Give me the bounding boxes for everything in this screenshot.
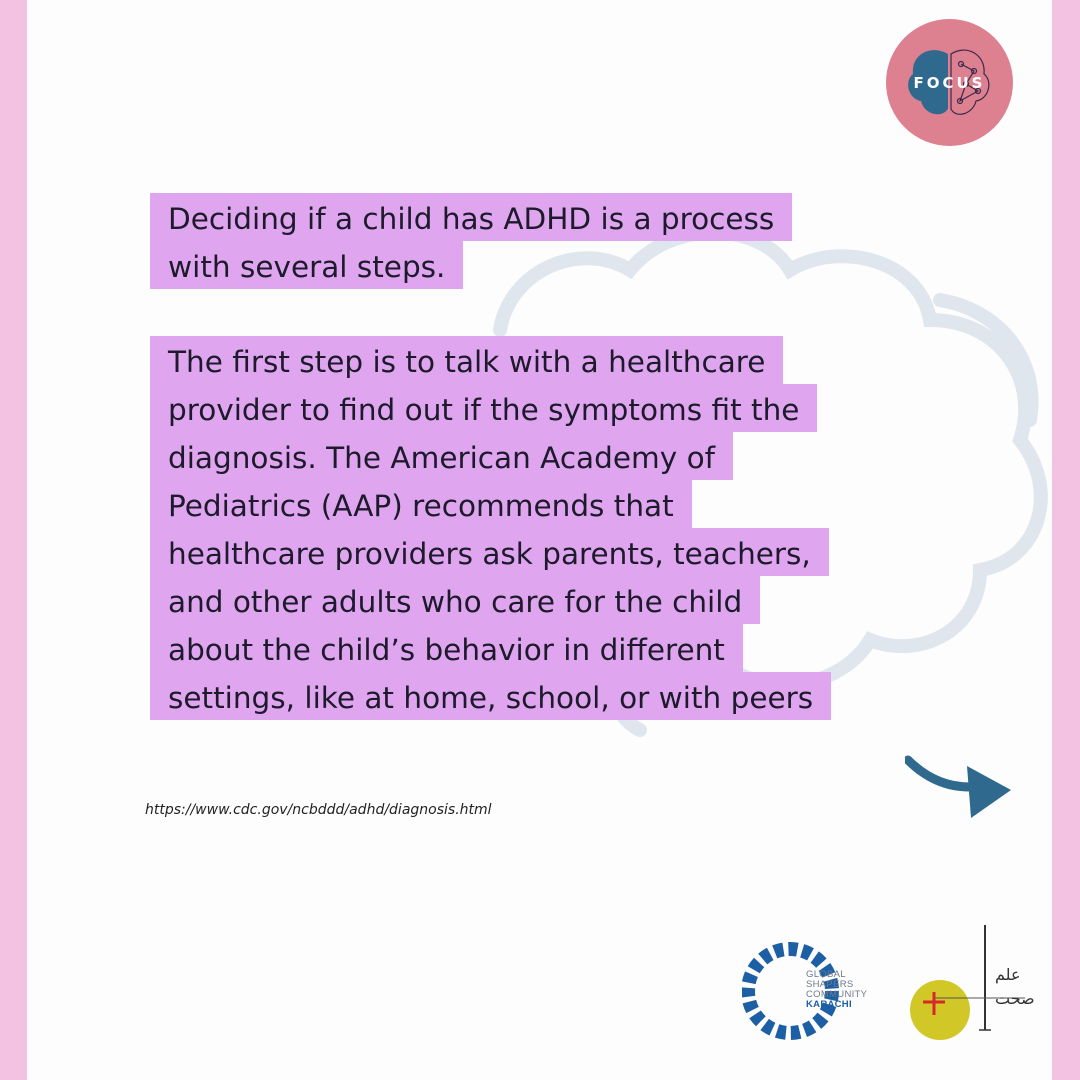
left-border-strip <box>0 0 27 1080</box>
partner-text-2: صحت <box>995 989 1035 1008</box>
text-line <box>150 432 920 480</box>
text-line-6: Pediatrics (AAP) recommends that <box>150 480 692 528</box>
gs-line-4: KARACHI <box>806 999 852 1010</box>
text-line <box>150 193 920 241</box>
text-line <box>150 336 920 384</box>
text-line-1: Deciding if a child has ADHD is a process <box>150 193 792 241</box>
text-line <box>150 528 920 576</box>
paragraph-gap <box>150 289 920 336</box>
text-line-8: and other adults who care for the child <box>150 576 760 624</box>
text-line-5: diagnosis. The American Academy of <box>150 432 733 480</box>
text-line <box>150 624 920 672</box>
text-line <box>150 672 920 720</box>
text-line <box>150 241 920 289</box>
main-text-block <box>150 193 920 720</box>
gs-line-3: COMMUNITY <box>806 989 868 1000</box>
focus-logo-text: FOCUS <box>913 74 986 92</box>
text-line-2: with several steps. <box>150 241 463 289</box>
partner-logo-icon <box>905 920 1045 1050</box>
focus-logo <box>886 19 1013 146</box>
gs-line-1: GLOBAL <box>806 969 846 980</box>
text-line <box>150 480 920 528</box>
text-line-7: healthcare providers ask parents, teachers, <box>150 528 829 576</box>
next-arrow-icon[interactable] <box>905 752 1015 824</box>
text-line <box>150 576 920 624</box>
text-line-10: settings, like at home, school, or with peers <box>150 672 831 720</box>
gs-line-2: SHAPERS <box>806 979 854 990</box>
text-line-4: provider to find out if the symptoms fit the <box>150 384 817 432</box>
partner-text-1: علم <box>995 965 1021 984</box>
text-line-3: The first step is to talk with a healthcare <box>150 336 783 384</box>
text-line-9: about the child’s behavior in different <box>150 624 743 672</box>
global-shapers-text <box>806 970 867 1010</box>
text-line <box>150 384 920 432</box>
source-url[interactable]: https://www.cdc.gov/ncbddd/adhd/diagnosis.html <box>145 802 492 818</box>
